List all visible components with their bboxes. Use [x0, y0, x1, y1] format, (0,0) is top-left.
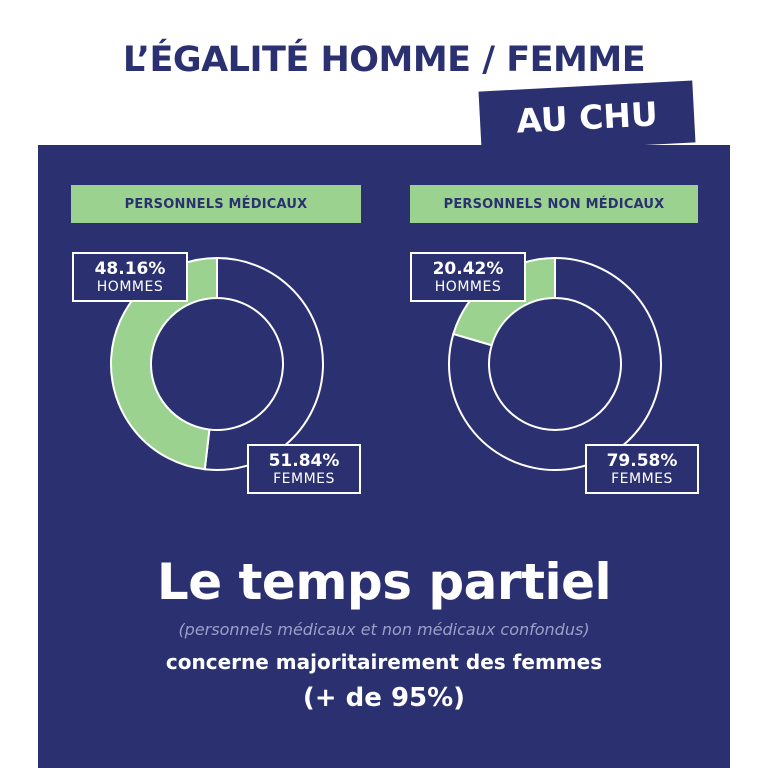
conclusion-text: concerne majoritairement des femmes — [165, 650, 603, 674]
text-femmes-non-medical: FEMMES — [611, 470, 673, 487]
text-hommes-non-medical: HOMMES — [434, 278, 502, 295]
subtitle-badge — [479, 80, 696, 153]
conclusion-figure: (+ de 95%) — [302, 683, 466, 713]
chart-title-medical: PERSONNELS MÉDICAUX — [71, 185, 361, 223]
subtitle-text: AU CHU — [515, 93, 659, 141]
label-hommes-medical — [72, 252, 188, 302]
slice-femmes-medical — [205, 258, 323, 470]
label-hommes-non-medical — [410, 252, 526, 302]
text-hommes-medical: HOMMES — [96, 278, 164, 295]
label-femmes-medical — [247, 444, 361, 494]
label-femmes-non-medical — [585, 444, 699, 494]
text-femmes-medical: FEMMES — [273, 470, 335, 487]
pct-femmes-non-medical: 79.58% — [606, 450, 678, 471]
headline: Le temps partiel — [156, 553, 612, 611]
pct-hommes-non-medical: 20.42% — [432, 258, 504, 279]
chart-title-non-medical: PERSONNELS NON MÉDICAUX — [410, 185, 698, 223]
pct-femmes-medical: 51.84% — [268, 450, 340, 471]
scope-note: (personnels médicaux et non médicaux confondus) — [178, 620, 590, 639]
pct-hommes-medical: 48.16% — [94, 258, 166, 279]
page-title: L’ÉGALITÉ HOMME / FEMME — [122, 40, 646, 80]
